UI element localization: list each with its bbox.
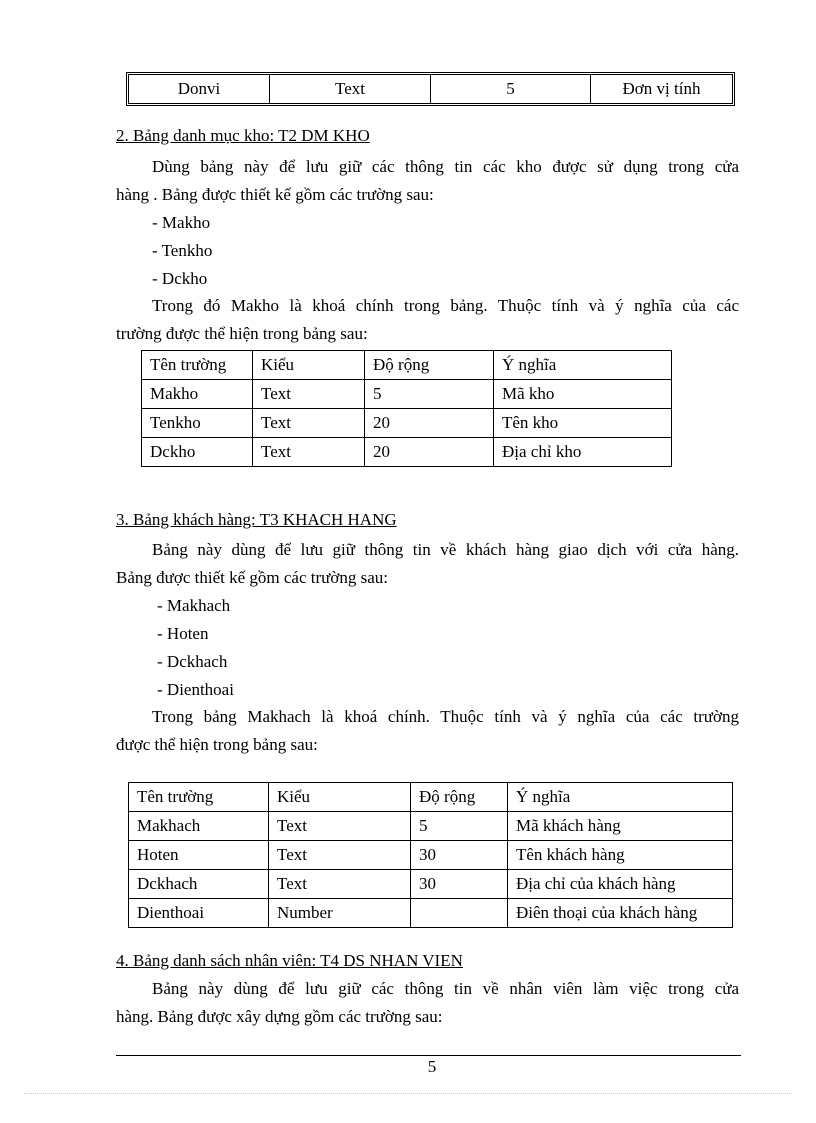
table-cell: Text xyxy=(253,409,365,438)
table-cell: Mã khách hàng xyxy=(508,812,733,841)
table-cell: 20 xyxy=(365,409,494,438)
table-cell: Makho xyxy=(142,380,253,409)
paragraph-line: hàng. Bảng được xây dựng gồm các trường sau: xyxy=(116,1007,443,1026)
table-row xyxy=(142,438,672,467)
table-row xyxy=(129,75,733,104)
section2-heading: 2. Bảng danh mục kho: T2 DM KHO xyxy=(116,126,370,145)
table-cell: Text xyxy=(269,812,411,841)
kho-table xyxy=(141,350,672,467)
paragraph-line: hàng . Bảng được thiết kế gồm các trường sau: xyxy=(116,185,434,204)
table-header-cell: Kiểu xyxy=(269,783,411,812)
section2-intro xyxy=(116,153,739,209)
paragraph-line: Bảng được thiết kế gồm các trường sau: xyxy=(116,568,388,587)
table-header-cell: Tên trường xyxy=(142,351,253,380)
table-cell: Donvi xyxy=(129,75,270,104)
list-item: - Dckho xyxy=(152,269,208,288)
table-row xyxy=(129,899,733,928)
table-cell: Tenkho xyxy=(142,409,253,438)
donvi-table xyxy=(128,74,733,104)
section3-after xyxy=(116,703,739,759)
list-item: - Hoten xyxy=(157,624,209,643)
table-cell: Dckho xyxy=(142,438,253,467)
table-cell: Hoten xyxy=(129,841,269,870)
table-header-cell: Độ rộng xyxy=(411,783,508,812)
table-cell: Dckhach xyxy=(129,870,269,899)
table-cell: 30 xyxy=(411,841,508,870)
section3-field-list xyxy=(157,592,234,704)
section4-intro xyxy=(116,975,739,1031)
table-header-cell: Độ rộng xyxy=(365,351,494,380)
table-header-row xyxy=(142,351,672,380)
section4-heading: 4. Bảng danh sách nhân viên: T4 DS NHAN VIEN xyxy=(116,951,463,970)
table-header-cell: Tên trường xyxy=(129,783,269,812)
table-cell: 5 xyxy=(411,812,508,841)
table-row xyxy=(142,409,672,438)
section3-intro xyxy=(116,536,739,592)
table-row xyxy=(142,380,672,409)
table-cell: Makhach xyxy=(129,812,269,841)
table-cell: Text xyxy=(269,841,411,870)
table-cell: 5 xyxy=(365,380,494,409)
paragraph-line: Trong đó Makho là khoá chính trong bảng. Thuộc tính và ý nghĩa của các xyxy=(152,296,739,315)
list-item: - Makhach xyxy=(157,596,231,615)
table-cell: 30 xyxy=(411,870,508,899)
table-cell: Điên thoại của khách hàng xyxy=(508,899,733,928)
table-header-cell: Ý nghĩa xyxy=(508,783,733,812)
list-item: - Dienthoai xyxy=(157,680,234,699)
table-cell: 20 xyxy=(365,438,494,467)
section3-heading: 3. Bảng khách hàng: T3 KHACH HANG xyxy=(116,510,397,529)
table-cell: 5 xyxy=(431,75,591,104)
table-cell: Text xyxy=(253,438,365,467)
paragraph-line: được thể hiện trong bảng sau: xyxy=(116,735,318,754)
paragraph-line: Bảng này dùng để lưu giữ thông tin về khách hàng giao dịch với cửa hàng. xyxy=(152,540,739,559)
paragraph-line: Trong bảng Makhach là khoá chính. Thuộc tính và ý nghĩa của các trường xyxy=(152,707,739,726)
khach-hang-table xyxy=(128,782,733,928)
page-break-divider xyxy=(24,1093,792,1094)
table-cell: Text xyxy=(253,380,365,409)
page-number: 5 xyxy=(427,1057,437,1076)
table-header-cell: Ý nghĩa xyxy=(494,351,672,380)
section2-field-list xyxy=(152,209,212,293)
table-cell: Dienthoai xyxy=(129,899,269,928)
table-row xyxy=(129,870,733,899)
table-row xyxy=(129,841,733,870)
table-header-row xyxy=(129,783,733,812)
table-cell: Tên kho xyxy=(494,409,672,438)
table-cell: Number xyxy=(269,899,411,928)
list-item: - Makho xyxy=(152,213,211,232)
footer-rule xyxy=(116,1055,741,1056)
table-cell: Địa chỉ kho xyxy=(494,438,672,467)
paragraph-line: Dùng bảng này để lưu giữ các thông tin các kho được sử dụng trong cửa xyxy=(152,157,739,176)
table-cell: Text xyxy=(270,75,431,104)
table-cell: Địa chỉ của khách hàng xyxy=(508,870,733,899)
table-cell: Tên khách hàng xyxy=(508,841,733,870)
section2-after xyxy=(116,292,739,348)
table-cell xyxy=(411,899,508,928)
table-cell: Text xyxy=(269,870,411,899)
paragraph-line: trường được thể hiện trong bảng sau: xyxy=(116,324,368,343)
list-item: - Tenkho xyxy=(152,241,213,260)
table-row xyxy=(129,812,733,841)
paragraph-line: Bảng này dùng để lưu giữ các thông tin về nhân viên làm việc trong cửa xyxy=(152,979,739,998)
list-item: - Dckhach xyxy=(157,652,228,671)
table-cell: Đơn vị tính xyxy=(591,75,733,104)
table-cell: Mã kho xyxy=(494,380,672,409)
table-header-cell: Kiểu xyxy=(253,351,365,380)
